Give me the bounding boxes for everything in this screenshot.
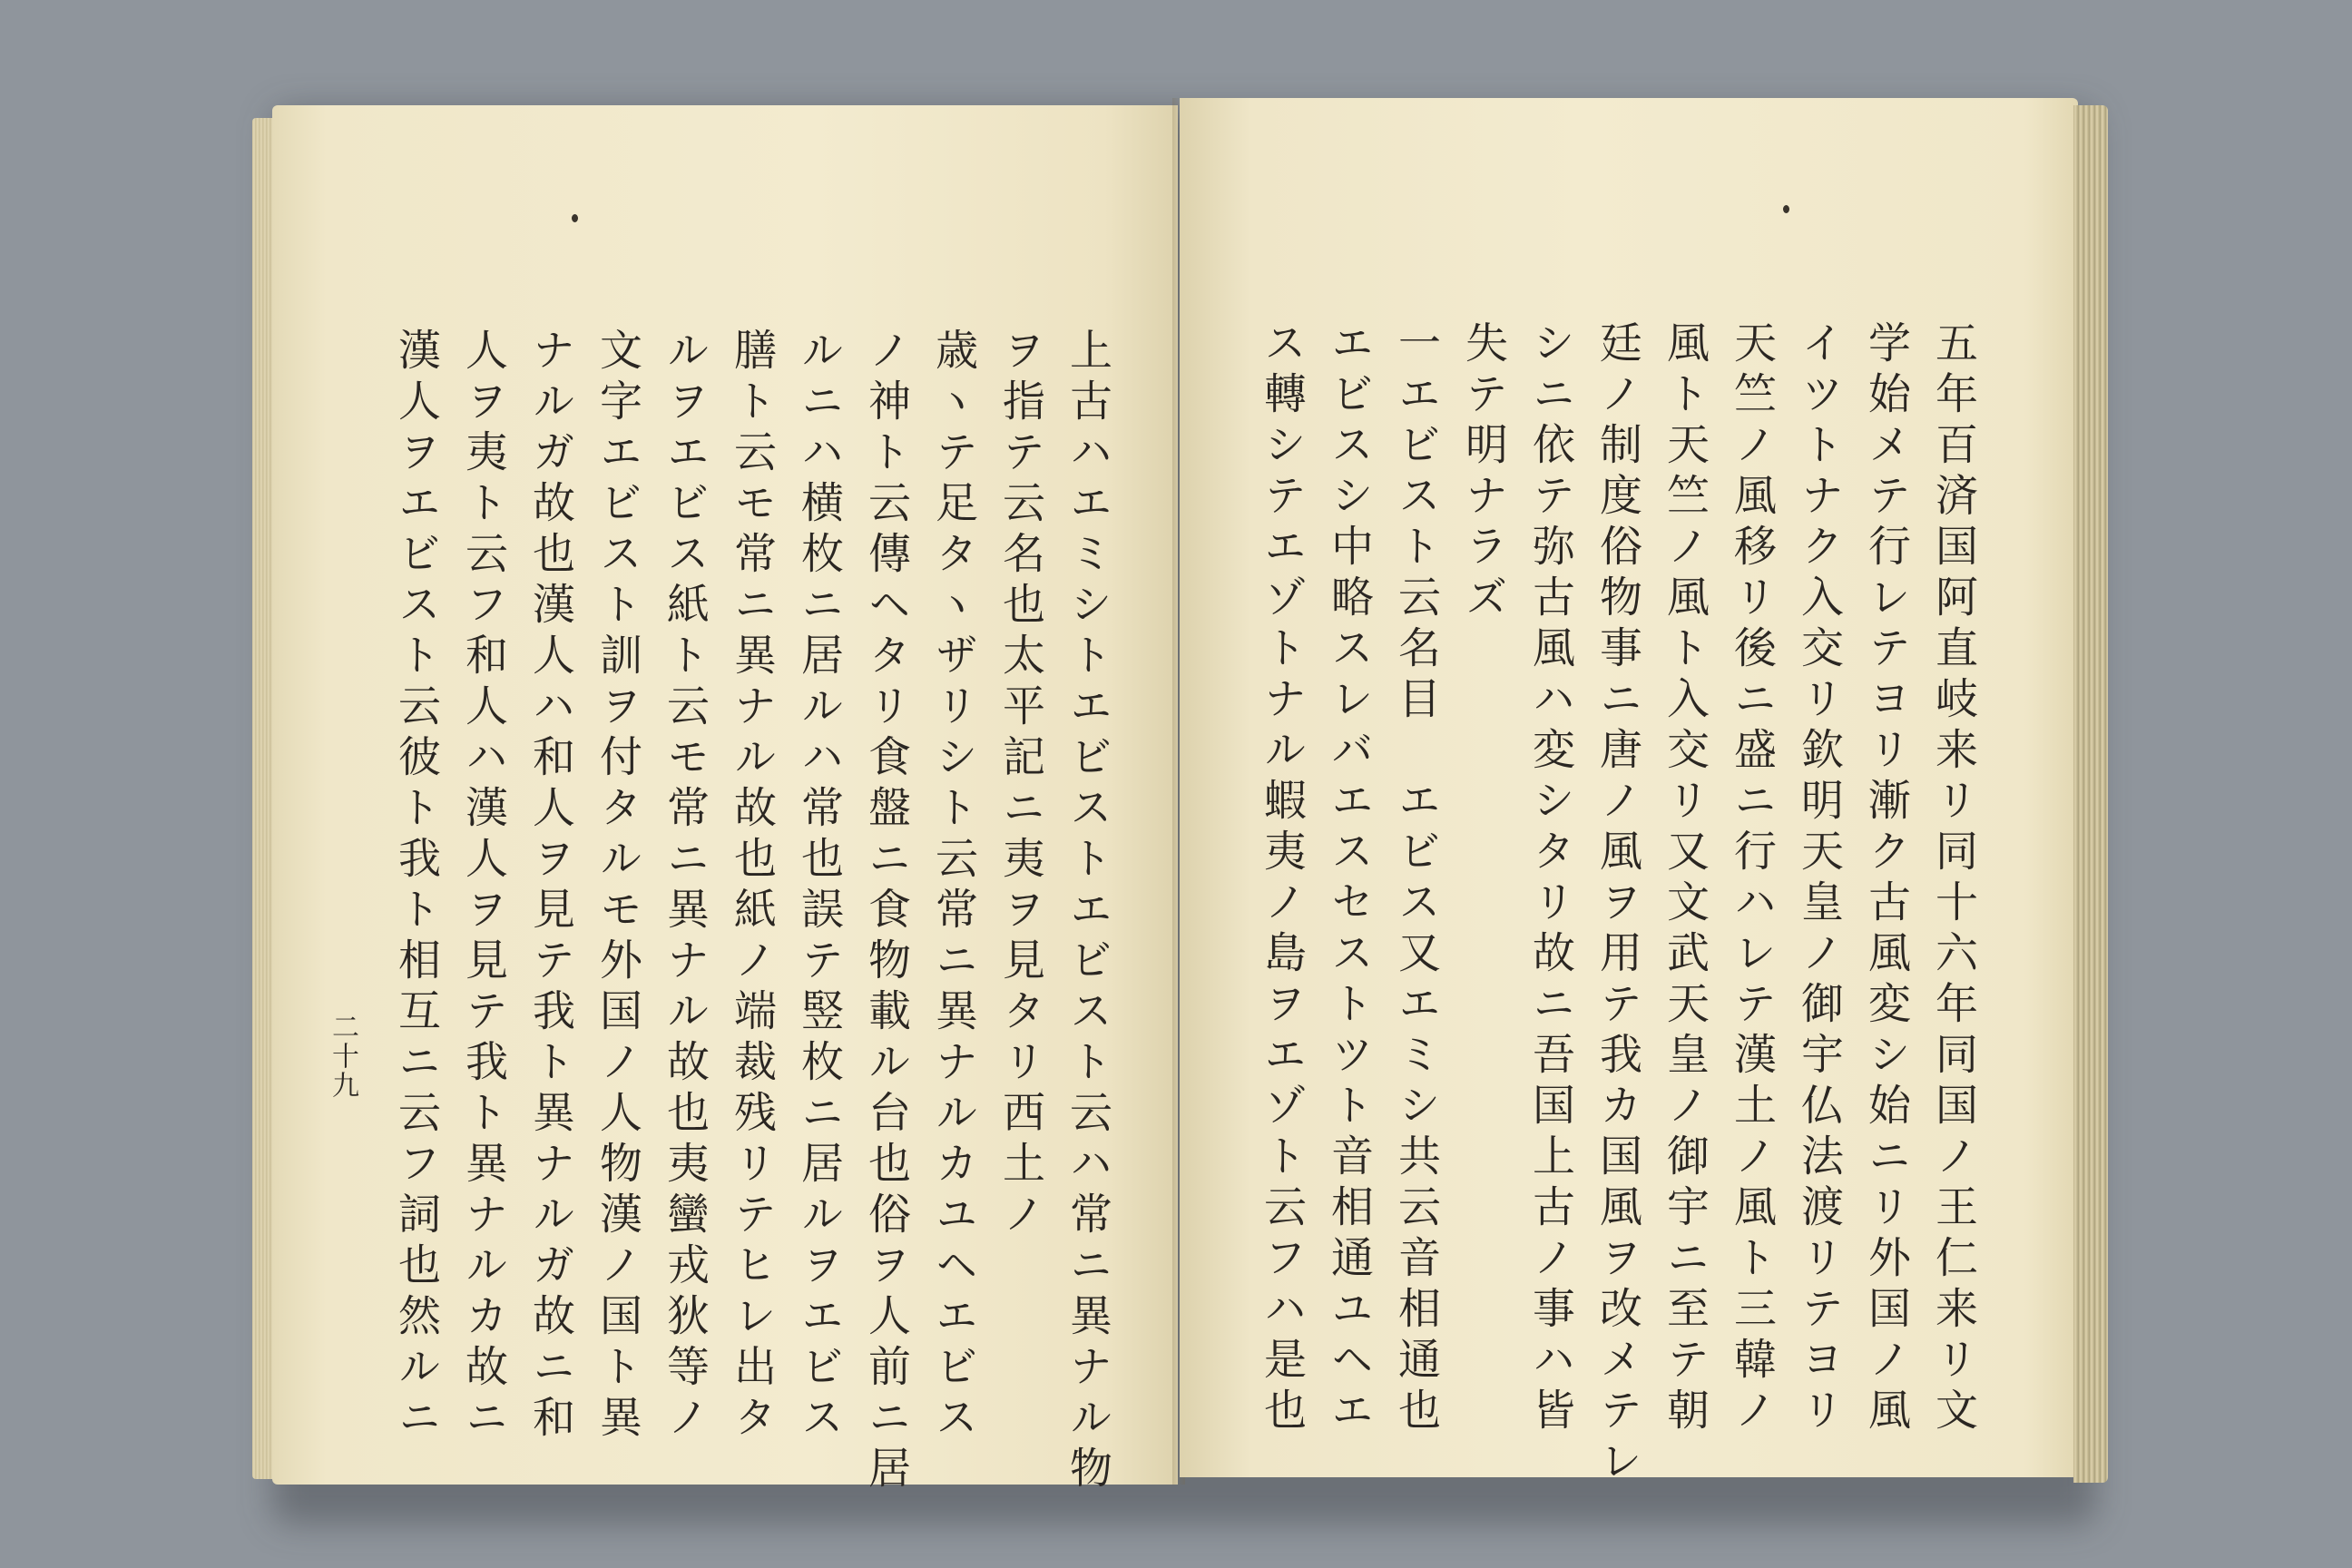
text-column: 文字エビスト訓ヲ付タルモ外国ノ人物漢ノ国ト異	[593, 328, 642, 1446]
text-column: ノ神ト云傳ヘタリ食盤ニ食物載ル台也俗ヲ人前ニ居	[861, 328, 911, 1496]
text-column: 天竺ノ風移リ後ニ盛ニ行ハレテ漢土ノ風ト三韓ノ	[1727, 320, 1777, 1438]
text-column: 失テ明ナラズ	[1458, 320, 1508, 625]
right-page	[1180, 98, 2078, 1489]
text-column: 五年百済国阿直岐来リ同十六年同国ノ王仁来リ文	[1928, 320, 1978, 1438]
left-page-text	[390, 328, 1112, 1496]
text-column: 人ヲ夷ト云フ和人ハ漢人ヲ見テ我ト異ナルカ故ニ	[458, 328, 508, 1446]
page-mark-dot	[1783, 205, 1789, 213]
text-column: ス轉シテエゾトナル蝦夷ノ島ヲエゾト云フハ是也	[1257, 320, 1307, 1438]
right-page-text	[1256, 320, 1978, 1489]
text-column: 風ト天竺ノ風ト入交リ又文武天皇ノ御宇ニ至テ朝	[1660, 320, 1710, 1438]
text-column: 廷ノ制度俗物事ニ唐ノ風ヲ用テ我カ国風ヲ改メテレ	[1592, 320, 1642, 1489]
page-mark-dot	[572, 214, 578, 222]
text-column: ルニハ横枚ニ居ルハ常也誤テ竪枚ニ居ルヲエビス	[794, 328, 844, 1446]
text-column: 上古ハエミシトエビストエビスト云ハ常ニ異ナル物	[1063, 328, 1112, 1496]
left-page	[272, 105, 1178, 1496]
text-column: 膳ト云モ常ニ異ナル故也紙ノ端裁残リテヒレ出タ	[727, 328, 777, 1446]
right-page-edge	[2073, 105, 2108, 1483]
text-column: イツトナク入交リ欽明天皇ノ御宇仏法渡リテヨリ	[1794, 320, 1844, 1438]
text-column: エビスシ中略スレバエスセストツト音相通ユヘエ	[1324, 320, 1374, 1438]
text-column: ルヲエビス紙ト云モ常ニ異ナル故也夷蠻戎狄等ノ	[660, 328, 710, 1446]
page-number: 二十九	[327, 1013, 358, 1100]
text-column: ヲ指テ云名也太平記ニ夷ヲ見タリ西土ノ	[995, 328, 1045, 1242]
text-column: 一エビスト云名目 エビス又エミシ共云音相通也	[1391, 320, 1441, 1438]
text-column: ナルガ故也漢人ハ和人ヲ見テ我ト異ナルガ故ニ和	[525, 328, 575, 1446]
open-book	[272, 98, 2082, 1510]
text-column: 学始メテ行レテヨリ漸ク古風変シ始ニリ外国ノ風	[1861, 320, 1911, 1438]
text-column: 漢人ヲエビスト云彼ト我ト相互ニ云フ詞也然ルニ	[391, 328, 441, 1446]
text-column: シニ依テ弥古風ハ変シタリ故ニ吾国上古ノ事ハ皆	[1525, 320, 1575, 1438]
text-column: 歳ヽテ足タヽザリシト云常ニ異ナルカユヘエビス	[928, 328, 978, 1446]
